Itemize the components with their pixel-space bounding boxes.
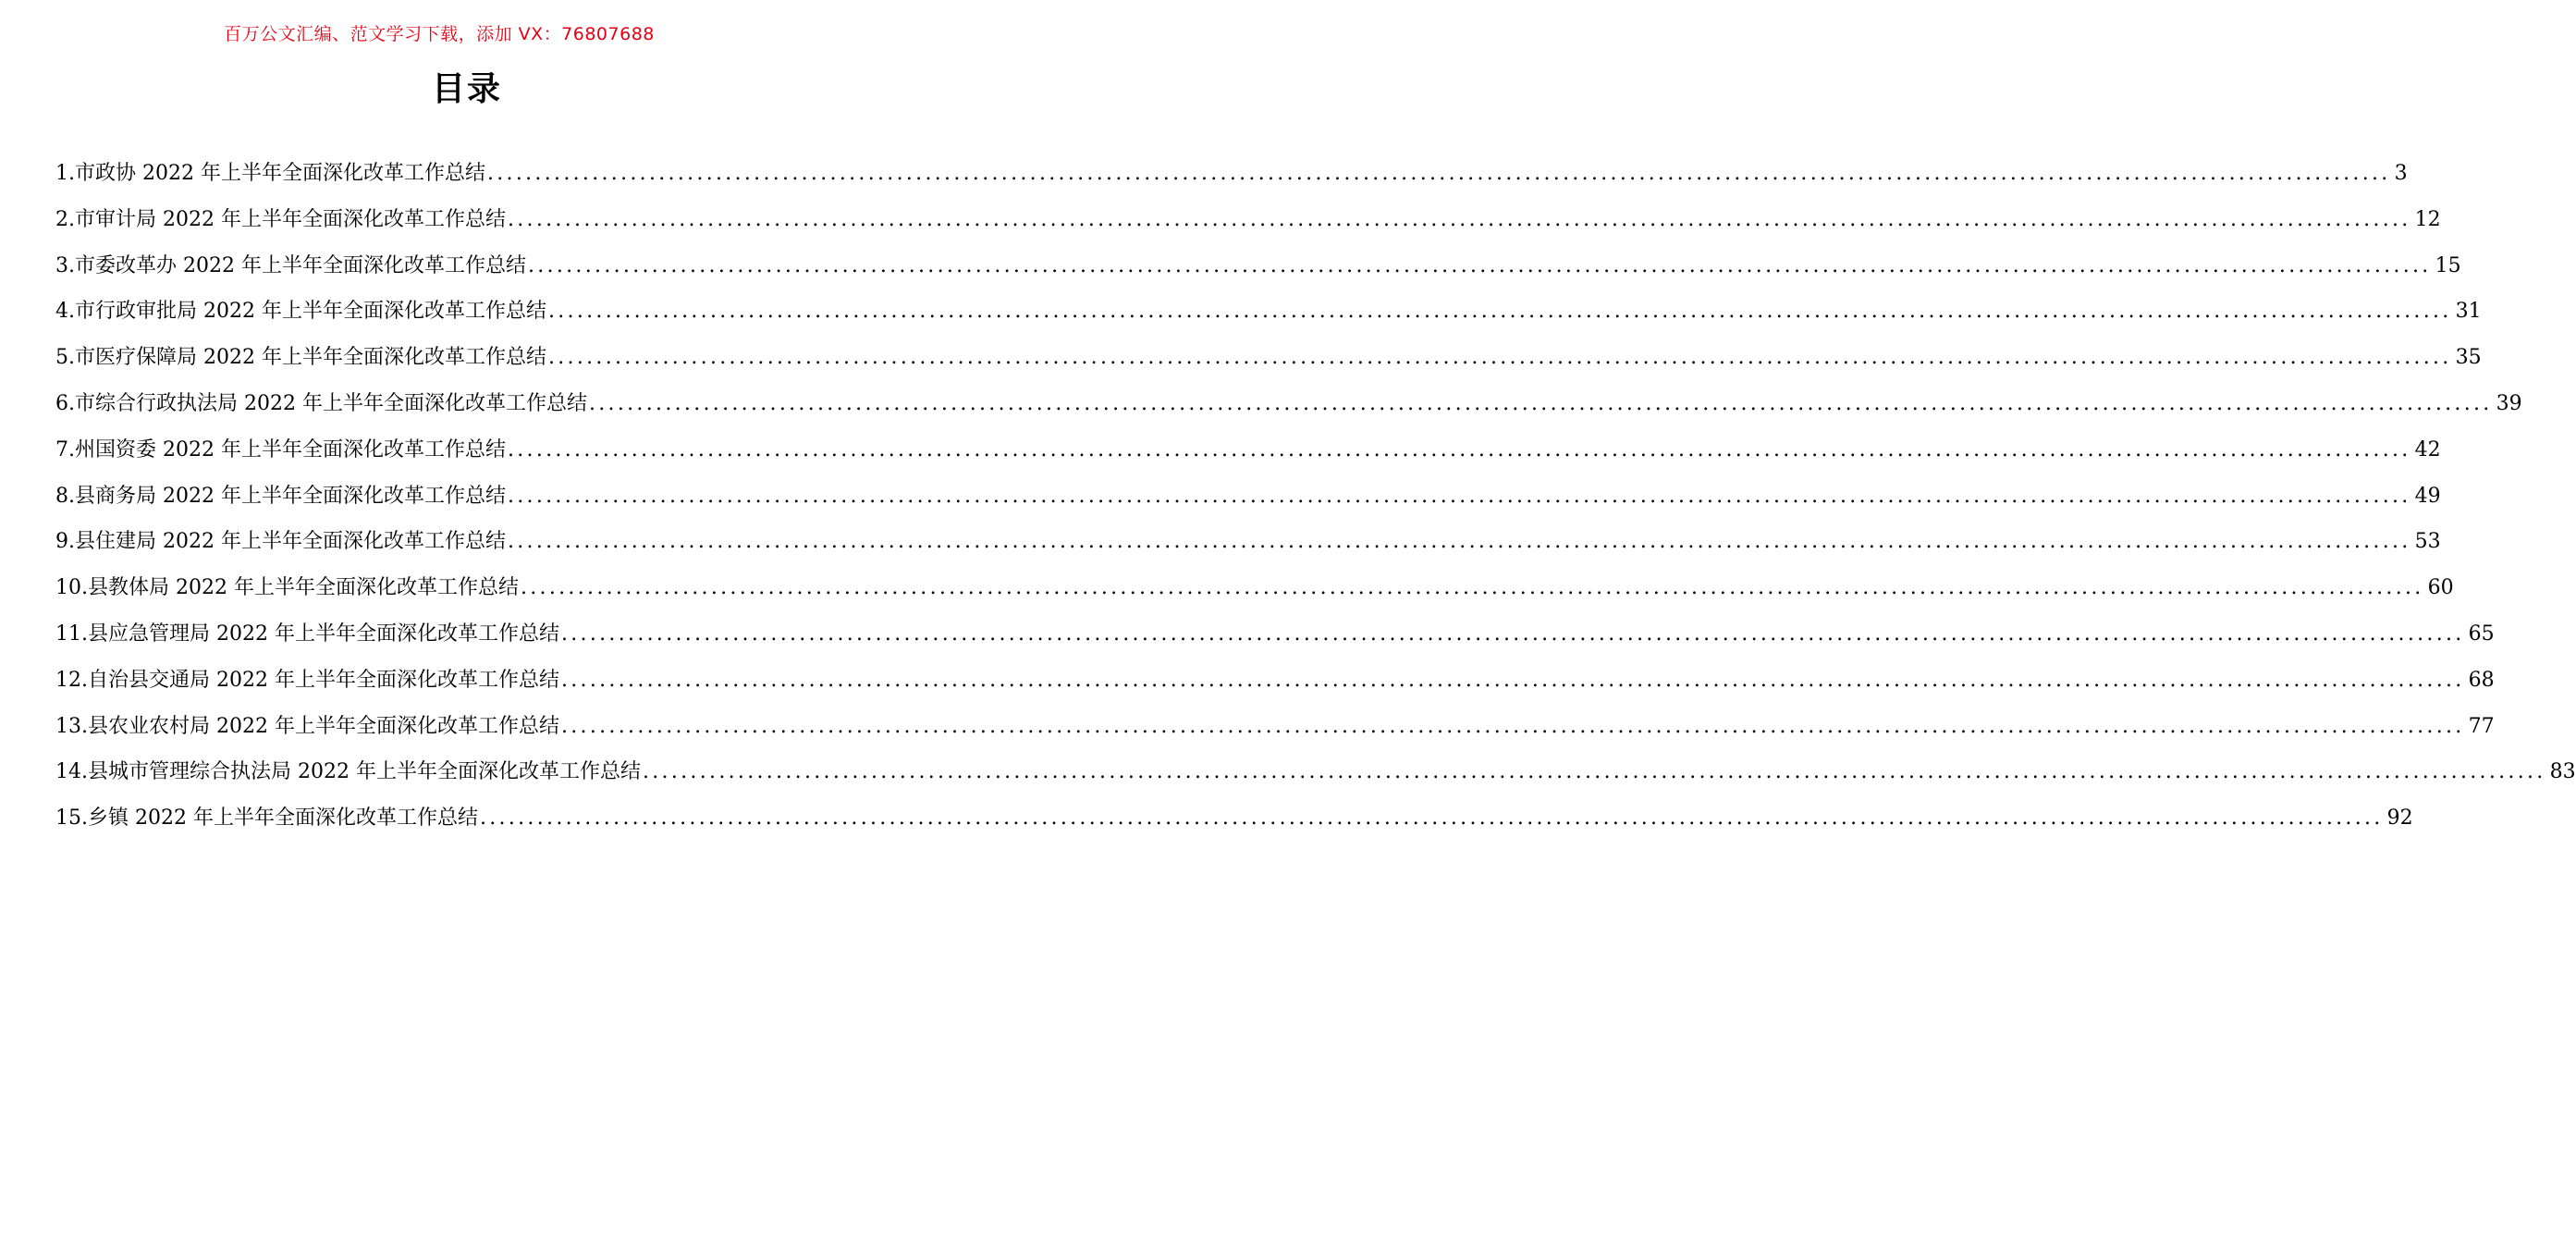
toc-dot-leader: ........................................................................................................................................................................................................ [507, 484, 2411, 508]
toc-page-number: 42 [2414, 437, 2441, 462]
toc-entry[interactable] [55, 203, 2441, 250]
toc-page-number: 35 [2455, 346, 2482, 370]
toc-page-number: 39 [2496, 391, 2522, 415]
toc-dot-leader: ........................................................................................................................................................................................................ [642, 760, 2546, 784]
toc-entry-title: 12.自治县交通局 2022 年上半年全面深化改革工作总结 [55, 668, 559, 692]
toc-dot-leader: ........................................................................................................................................................................................................ [560, 668, 2465, 692]
toc-dot-leader: ........................................................................................................................................................................................................ [507, 437, 2411, 462]
toc-entry-title: 9.县住建局 2022 年上半年全面深化改革工作总结 [55, 530, 506, 554]
toc-entry[interactable] [55, 341, 2482, 388]
toc-dot-leader: ........................................................................................................................................................................................................ [547, 346, 2452, 370]
toc-entry[interactable] [55, 664, 2495, 710]
toc-entry[interactable] [55, 480, 2441, 526]
toc-entry-title: 10.县教体局 2022 年上半年全面深化改革工作总结 [55, 576, 519, 600]
toc-entry[interactable] [55, 295, 2482, 341]
toc-entry-title: 4.市行政审批局 2022 年上半年全面深化改革工作总结 [55, 300, 546, 324]
toc-entry[interactable] [55, 618, 2495, 664]
toc-entry[interactable] [55, 572, 2454, 618]
toc-entry-title: 14.县城市管理综合执法局 2022 年上半年全面深化改革工作总结 [55, 760, 641, 784]
header-banner: 百万公文汇编、范文学习下载，添加 VX：76807688 [224, 24, 655, 44]
toc-page-number: 15 [2435, 253, 2461, 277]
toc-entry-title: 1.市政协 2022 年上半年全面深化改革工作总结 [55, 162, 485, 185]
toc-entry[interactable] [55, 710, 2495, 757]
toc-title: 目录 [431, 70, 502, 108]
toc-page-number: 49 [2414, 484, 2441, 508]
toc-dot-leader: ........................................................................................................................................................................................................ [507, 207, 2411, 231]
toc-dot-leader: ........................................................................................................................................................................................................ [527, 253, 2432, 277]
toc-entry-title: 5.市医疗保障局 2022 年上半年全面深化改革工作总结 [55, 346, 546, 370]
toc-entry-title: 15.乡镇 2022 年上半年全面深化改革工作总结 [55, 806, 478, 831]
toc-page-number: 60 [2427, 576, 2454, 600]
toc-page-number: 12 [2414, 207, 2441, 231]
toc-entry-title: 6.市综合行政执法局 2022 年上半年全面深化改革工作总结 [55, 391, 587, 415]
toc-page-number: 53 [2414, 530, 2441, 554]
toc-page-number: 83 [2549, 760, 2576, 784]
toc-entry-title: 3.市委改革办 2022 年上半年全面深化改革工作总结 [55, 253, 526, 277]
toc-entry-title: 2.市审计局 2022 年上半年全面深化改革工作总结 [55, 207, 506, 231]
toc-page-number: 31 [2455, 300, 2482, 324]
toc-entry[interactable] [55, 525, 2441, 572]
toc-entry[interactable] [55, 250, 2461, 296]
toc-page-number: 68 [2468, 668, 2495, 692]
toc-page-number: 77 [2468, 714, 2495, 738]
toc-page-number: 3 [2394, 162, 2408, 185]
toc-dot-leader: ........................................................................................................................................................................................................ [520, 576, 2424, 600]
toc-page-number: 92 [2386, 806, 2413, 831]
toc-dot-leader: ........................................................................................................................................................................................................ [560, 622, 2465, 646]
toc-dot-leader: ........................................................................................................................................................................................................ [547, 300, 2452, 324]
toc-dot-leader: ........................................................................................................................................................................................................ [588, 391, 2493, 415]
toc-dot-leader: ........................................................................................................................................................................................................ [486, 162, 2391, 185]
toc-page-number: 65 [2468, 622, 2495, 646]
toc-entry[interactable] [55, 388, 2522, 434]
toc-dot-leader: ........................................................................................................................................................................................................ [507, 530, 2411, 554]
toc-dot-leader: ........................................................................................................................................................................................................ [560, 714, 2465, 738]
toc-entry-title: 13.县农业农村局 2022 年上半年全面深化改革工作总结 [55, 714, 559, 738]
toc-entry[interactable] [55, 157, 2408, 203]
toc-entry-title: 8.县商务局 2022 年上半年全面深化改革工作总结 [55, 484, 506, 508]
toc-entry-title: 7.州国资委 2022 年上半年全面深化改革工作总结 [55, 437, 506, 462]
toc-entry[interactable] [55, 756, 2576, 802]
toc-entry-title: 11.县应急管理局 2022 年上半年全面深化改革工作总结 [55, 622, 559, 646]
toc-entry[interactable] [55, 434, 2441, 480]
toc-entry[interactable] [55, 802, 2413, 848]
toc-list [55, 157, 2576, 848]
toc-dot-leader: ........................................................................................................................................................................................................ [479, 806, 2384, 831]
